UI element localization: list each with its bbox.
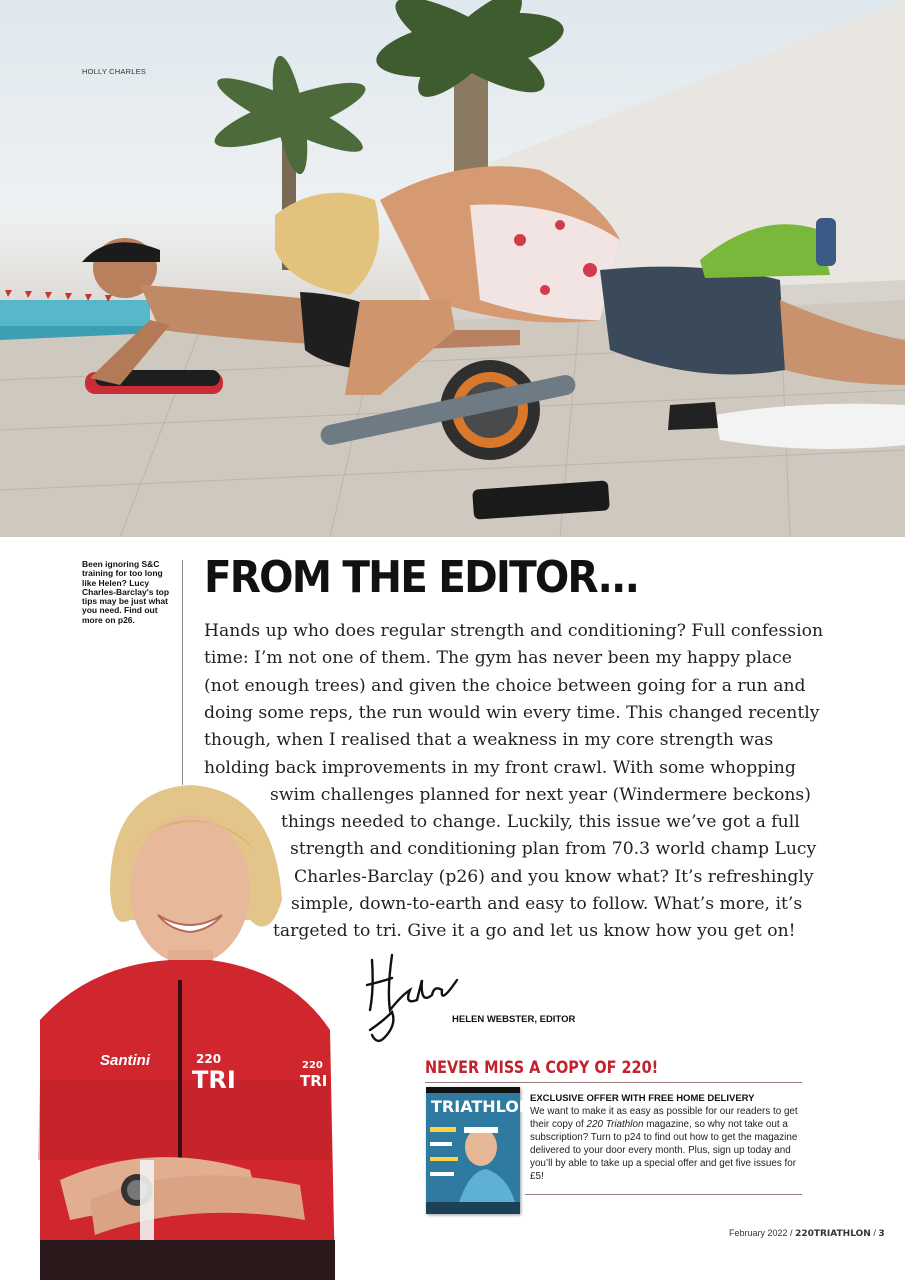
footer-separator: / <box>787 1228 796 1238</box>
cover-title: TRIATHLON <box>431 1097 533 1116</box>
promo-title: NEVER MISS A COPY OF 220! <box>425 1058 659 1078</box>
body-line: Charles-Barclay (p26) and you know what? It’s refreshingly <box>294 866 814 887</box>
body-line: (not enough trees) and given the choice between going for a run and <box>204 675 806 696</box>
page-title: FROM THE EDITOR... <box>204 552 639 603</box>
body-line: though, when I realised that a weakness in my core strength was <box>204 730 774 751</box>
promo-text-part: magazine, so why not take out a subscription? Turn to p24 to find out how to get the magazine delivered to your door every month. Plus, sign up today and you’ll by able to take up a special offer and get five issues for £5! <box>530 1119 798 1182</box>
editor-signature <box>362 950 467 1045</box>
caption-divider <box>182 560 183 785</box>
footer-date: February 2022 <box>729 1228 788 1238</box>
page-footer <box>729 1228 885 1239</box>
promo-heading: EXCLUSIVE OFFER WITH FREE HOME DELIVERY <box>530 1093 755 1104</box>
body-line: targeted to tri. Give it a go and let us know how you get on! <box>273 921 796 942</box>
body-line: Hands up who does regular strength and conditioning? Full confession <box>204 621 824 641</box>
editor-portrait <box>0 780 340 1280</box>
sleeve-logo-top: 220 <box>302 1060 323 1071</box>
promo-top-rule <box>425 1082 802 1083</box>
hero-photo <box>0 0 905 537</box>
body-line: doing some reps, the run would win every time. This changed recently <box>204 702 820 723</box>
promo-text-part: We want to make it as easy as possible for our readers to get their copy of <box>530 1106 798 1130</box>
body-line: simple, down-to-earth and easy to follow. What’s more, it’s <box>291 894 803 914</box>
footer-separator: / <box>870 1228 879 1238</box>
body-line: swim challenges planned for next year (Windermere beckons) <box>270 784 811 805</box>
magazine-cover-illustration <box>426 1087 533 1214</box>
signature-name: HELEN WEBSTER, EDITOR <box>452 1014 576 1025</box>
body-line: things needed to change. Luckily, this issue we’ve got a full <box>281 812 800 833</box>
promo-text <box>530 1105 802 1183</box>
body-line: strength and conditioning plan from 70.3 world champ Lucy <box>290 839 817 860</box>
jersey-logo-bottom: TRI <box>192 1066 236 1094</box>
body-line: holding back improvements in my front crawl. With some whopping <box>204 757 796 778</box>
hero-illustration <box>0 0 905 537</box>
body-line: time: I’m not one of them. The gym has never been my happy place <box>204 648 792 669</box>
promo-magazine-name: 220 Triathlon <box>586 1119 644 1130</box>
page-number: 3 <box>878 1229 885 1239</box>
photo-credit: HOLLY CHARLES <box>82 67 147 76</box>
editor-portrait-illustration <box>0 780 340 1280</box>
photo-caption: Been ignoring S&C training for too long like Helen? Lucy Charles-Barclay's top tips may be just what you need. Find out more on p26. <box>82 559 170 625</box>
footer-publication: 220TRIATHLON <box>795 1229 871 1239</box>
magazine-cover[interactable] <box>426 1087 533 1214</box>
jersey-logo-top: 220 <box>196 1052 222 1066</box>
jersey-brand: Santini <box>100 1052 151 1069</box>
promo-bottom-rule <box>525 1194 802 1195</box>
sleeve-logo-bottom: TRI <box>300 1072 328 1090</box>
